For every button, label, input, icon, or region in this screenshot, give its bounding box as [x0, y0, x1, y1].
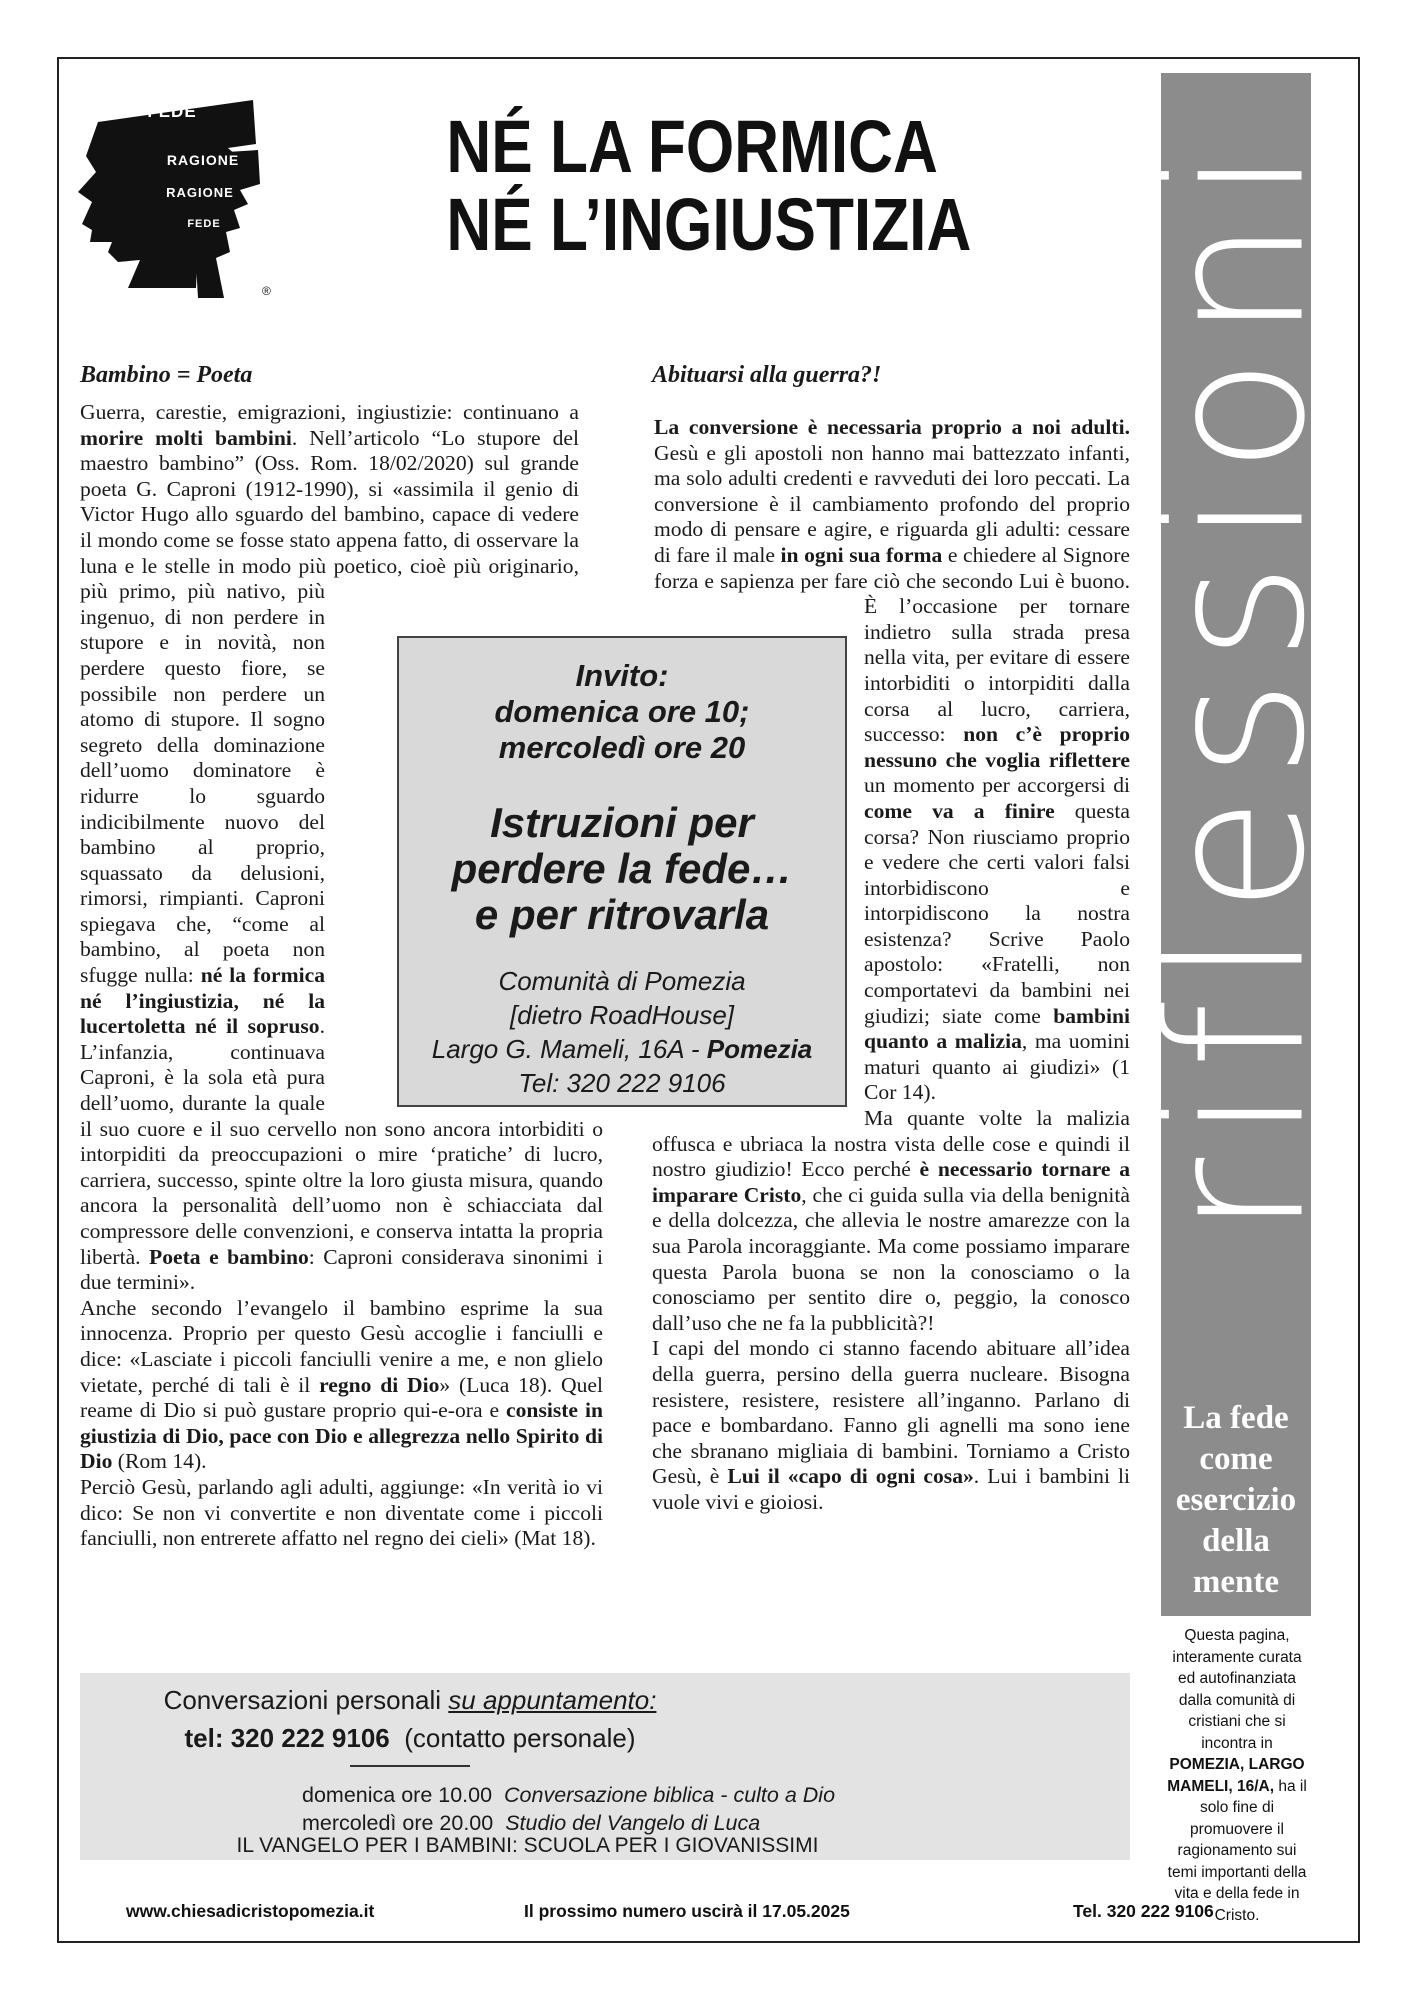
body-text: Gesù e gli apostoli non hanno mai battezzato infanti, ma solo adulti credenti e ravveduti dei loro peccati. La conversione è il cambiamento profondo del proprio modo di pensare e agire, e riguarda gli adulti: cessare di fare il male: [654, 440, 1130, 567]
riflessioni-banner: [1125, 73, 1347, 1616]
invitation-headline-line: Istruzioni per: [490, 799, 754, 846]
title-line-1: NÉ LA FORMICA: [446, 105, 938, 188]
body-text: : Caproni considerava sinonimi i due termini».: [80, 1244, 603, 1295]
schedule: [302, 1781, 835, 1837]
footer-phone: Tel. 320 222 9106: [1073, 1901, 1214, 1921]
phone-line: [80, 1723, 740, 1754]
schedule-activity: Conversazione biblica - culto a Dio: [504, 1783, 836, 1807]
appointment-text: Conversazioni personali: [163, 1685, 449, 1715]
body-text: Anche secondo l’evangelo il bambino esprime la sua innocenza. Proprio per questo Gesù accoglie i fanciulli e dice: «Lasciate i piccoli fanciulli venire a me, e non glielo vietate, perché di tali è il: [80, 1295, 603, 1397]
paragraph: [80, 1296, 603, 1475]
contact-phone: tel: 320 222 9106: [184, 1723, 390, 1753]
invitation-title: [399, 658, 845, 766]
invitation-title-line: Invito:: [575, 658, 669, 693]
body-text: Ma quante volte la malizia offusca e ubriaca la nostra vista delle cose e quindi il nostro giudizio! Ecco perché: [652, 1106, 1130, 1182]
emphasis-text: morire molti bambini: [80, 425, 292, 450]
invitation-street-text: Largo G. Mameli, 16A -: [431, 1034, 707, 1064]
fede-ragione-logo: [78, 92, 308, 307]
invitation-phone: Tel: 320 222 9106: [518, 1068, 726, 1098]
paragraph: [652, 1336, 1130, 1515]
schedule-row: [302, 1781, 835, 1809]
schedule-time: domenica ore 10.00: [302, 1783, 493, 1807]
emphasis-text: regno di Dio: [319, 1372, 440, 1397]
invitation-title-line: domenica ore 10;: [494, 694, 750, 729]
contact-phone-note: (contatto personale): [404, 1723, 636, 1753]
side-note: [1162, 1625, 1312, 1926]
school-line: IL VANGELO PER I BAMBINI: SCUOLA PER I GIOVANISSIMI: [236, 1834, 819, 1857]
body-text: Perciò Gesù, parlando agli adulti, aggiunge: «In verità io vi dico: Se non vi convertite e non diventate come i piccoli fanciulli, non entrerete affatto nel regno dei cieli» (Mat 18).: [80, 1474, 603, 1551]
emphasis-text: né la formica né l’ingiustizia, né la lucertoletta né il sopruso: [80, 963, 325, 1039]
right-column-heading: Abituarsi alla guerra?!: [652, 362, 882, 388]
paragraph: [652, 1106, 1130, 1336]
invitation-place: Comunità di Pomezia: [498, 966, 746, 996]
invitation-landmark: [dietro RoadHouse]: [509, 1000, 735, 1030]
caption-line: come: [1199, 1441, 1273, 1477]
appointment-line: [80, 1685, 740, 1716]
logo-word-ragione-2: RAGIONE: [166, 185, 234, 200]
spacer: [579, 400, 603, 592]
contact-panel: [80, 1673, 1130, 1860]
body-text: . L’infanzia, continuava Caproni, è la sola età pura dell’uomo, durante la quale il suo cuore e il suo cervello non sono ancora intorbiditi o intorpiditi da preoccupazioni o mire ‘pratiche’ di lucro, carriera, successo, spinte oltre la loro giusta misura, quando ancora la personalità dell’uomo non è schiacciata dal compressore delle convenzioni, e conserva intatta la propria libertà.: [80, 1014, 603, 1269]
emphasis-text: non c’è proprio nessuno che voglia riflettere: [864, 722, 1130, 772]
footer-website[interactable]: www.chiesadicristopomezia.it: [126, 1901, 375, 1921]
side-note-place: POMEZIA, LARGO MAMELI, 16/A,: [1167, 1756, 1305, 1795]
invitation-headline: [399, 800, 845, 938]
side-note-pre: Questa pagina, interamente curata ed autofinanziata dalla comunità di cristiani che si incontra in: [1172, 1627, 1302, 1752]
caption-line: mente: [1192, 1564, 1280, 1600]
body-text: un momento per accorgersi di: [864, 773, 1130, 798]
caption-line: esercizio: [1175, 1482, 1297, 1518]
registered-mark: ®: [262, 284, 271, 298]
page-title: [446, 105, 972, 266]
invitation-headline-line: e per ritrovarla: [474, 891, 770, 938]
body-text: Guerra, carestie, emigrazioni, ingiustizie: continuano a: [80, 400, 579, 424]
invitation-street: [399, 1032, 845, 1066]
divider: [350, 1765, 470, 1767]
logo-word-ragione: RAGIONE: [166, 152, 240, 168]
title-line-2: NÉ L’INGIUSTIZIA: [446, 183, 972, 266]
invitation-box: [397, 636, 847, 1107]
emphasis-text: in ogni sua forma: [780, 542, 943, 567]
banner-caption: [1161, 1398, 1311, 1603]
body-text: . Lui i bambini li vuole vivi e gioiosi.: [652, 1464, 1130, 1514]
body-text: I capi del mondo ci stanno facendo abituare all’idea della guerra, persino della guerra nucleare. Bisogna resistere, resistere, resistere all’inganno. Parlano di pace e bombardano. Fanno gli agnelli ma sono iene che sbranano migliaia di bambini. Torniamo a Cristo Gesù, è: [652, 1336, 1130, 1489]
body-text: , che ci guida sulla via della benignità e della dolcezza, che allevia le nostre amarezze con la sua Parola incoraggiante. Ma come possiamo imparare questa Parola buona se non la conosciamo o la conosciamo per sentito dire o, peggio, la conosco dall’uso che ne fa la pubblicità?!: [652, 1182, 1130, 1335]
invitation-town: Pomezia: [706, 1034, 813, 1064]
emphasis-text: bambini quanto a malizia: [864, 1003, 1130, 1054]
caption-line: della: [1202, 1523, 1270, 1559]
body-text: » (Luca 18). Quel reame di Dio si può gustare proprio qui-e-ora e: [80, 1372, 603, 1423]
left-column-heading: Bambino = Poeta: [80, 362, 253, 388]
paragraph: [80, 1475, 603, 1552]
body-text: . Nell’articolo “Lo stupore del maestro bambino” (Oss. Rom. 18/02/2020) sul grande poeta G. Caproni (1912-1990), si «assimila il genio di Victor Hugo allo sguardo del bambino, capace di vedere il mondo come se fosse stato appena fatto, di osservare la luna e le stelle in modo più poetico, cioè più originario, più primo, più nativo, più ingenuo, di non perdere in stupore e in novità, non perdere questo fiore, se possibile non perdere un atomo di stupore. Il sogno segreto della dominazione dell’uomo dominatore è ridurre lo sguardo indicibilmente nuovo del bambino al proprio, squassato da delusioni, rimorsi, rimpianti. Caproni spiegava che, “come al bambino, al poeta non sfugge nulla:: [80, 425, 579, 988]
logo-word-fede-2: FEDE: [187, 218, 221, 230]
emphasis-text: è necessario tornare a imparare Cristo: [652, 1157, 1131, 1207]
schedule-time: mercoledì ore 20.00: [302, 1811, 494, 1835]
body-text: (Rom 14).: [112, 1449, 207, 1474]
logo-word-fede: FEDE: [147, 102, 197, 121]
body-text: e chiedere al Signore forza e sapienza per fare ciò che secondo Lui è buono. È l’occasione per tornare indietro sulla strada presa nella vita, per evitare di essere intorbiditi o intorpiditi dalla corsa al lucro, carriera, successo:: [654, 542, 1131, 747]
banner-word-wrap: [1125, 73, 1347, 1283]
invitation-headline-line: perdere la fede…: [451, 845, 793, 892]
footer-next-issue: Il prossimo numero uscirà il 17.05.2025: [524, 1901, 850, 1921]
schedule-activity: Studio del Vangelo di Luca: [505, 1811, 761, 1835]
schedule-row: [302, 1809, 835, 1837]
body-text: questa corsa? Non riusciamo proprio e vedere che certi valori falsi intorbidiscono e intorpidiscono la nostra esistenza? Scrive Paolo apostolo: «Fratelli, non comportatevi da bambini nei giudizi; siate come: [864, 798, 1130, 1028]
invitation-title-line: mercoledì ore 20: [498, 730, 746, 765]
invitation-address: [399, 964, 845, 1100]
appointment-underlined: su appuntamento:: [448, 1685, 657, 1715]
emphasis-text: consiste in giustizia di Dio, pace con Dio e allegrezza nello Spirito di Dio: [80, 1398, 603, 1474]
banner-word: riflessioni: [1125, 130, 1347, 1236]
emphasis-text: La conversione è necessaria proprio a noi adulti.: [654, 415, 1130, 439]
body-text: , ma uomini maturi quanto ai giudizi» (1 Cor 14).: [864, 1029, 1130, 1105]
emphasis-text: come va a finire: [864, 798, 1055, 823]
side-note-post: ha il solo fine di promuovere il ragionamento sui temi importanti della vita e della fede in Cristo.: [1167, 1777, 1307, 1924]
caption-line: La fede: [1183, 1400, 1289, 1436]
emphasis-text: Lui il «capo di ogni cosa»: [727, 1464, 974, 1489]
emphasis-text: Poeta e bambino: [149, 1244, 309, 1269]
